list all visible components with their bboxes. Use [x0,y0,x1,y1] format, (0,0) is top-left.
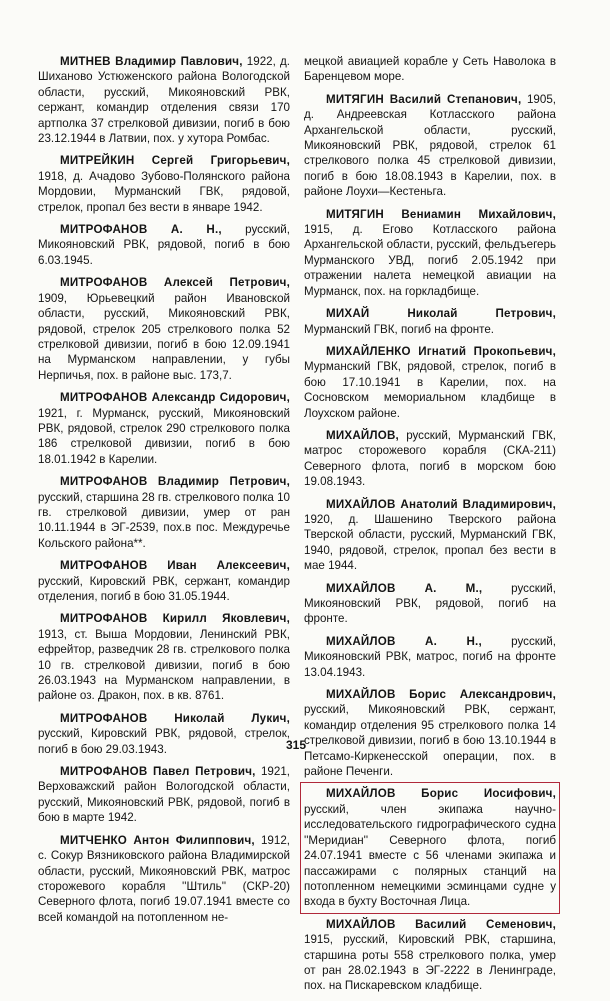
entry: МИТРОФАНОВ Александр Сидорович, 1921, г. Мурманск, русский, Микояновский РВК, рядовой, стрелок 290 стрелкового полка 186 стрелковой дивизии, погиб в бою 18.01.1942 в Карелии. [38,391,290,466]
right-column [304,54,556,1001]
entry: МИТРОФАНОВ Алексей Петрович, 1909, Юрьевецкий район Ивановской области, русский, Микояновский РВК, рядовой, стрелок 205 стрелкового полка 52 стрелковой дивизии, погиб в бою 12.09.1941 на Мурманском направлении, у губы Нерпичья, пох. в районе выс. 173,7. [38,276,290,382]
entry: МИХАЙЛОВ Борис Александрович, русский, Микояновский РВК, сержант, командир отделения 95 стрелкового полка 14 стрелковой дивизии, погиб в бою 13.10.1944 в Петсамо-Киркенесской операции, пох. в районе Печенги. [304,688,556,779]
entry: МИТРОФАНОВ Николай Лукич, русский, Кировский РВК, рядовой, стрелок, погиб в бою 29.03.1943. [38,711,290,756]
entry: МИТРОФАНОВ А. Н., русский, Микояновский РВК, рядовой, погиб в бою 6.03.1945. [38,223,290,267]
entry: МИХАЙЛОВ Анатолий Владимирович, 1920, д. Шашенино Тверского района Тверской области, русский, Мурманский ГВК, 1940, рядовой, стрелок, пропал без вести в мае 1944. [304,497,556,573]
entry: МИТНЕВ Владимир Павлович, 1922, д. Шиханово Устюженского района Вологодской области, русский, Микояновский РВК, сержант, командир отделения связи 170 артполка 37 стрелковой дивизии, погиб в бою 23.12.1944 в Латвии, пох. у хутора Ромбас. [38,55,290,146]
left-column [38,54,290,932]
highlighted-entry: МИХАЙЛОВ Борис Иосифович, русский, член экипажа научно-исследовательского гидрографического судна ''Меридиан'' Северного флота, погиб 24.07.1941 вместе с 56 членами экипажа и пассажирами с полярных станций на потопленном немецкими эсминцами судне у входа в бухту Восточная Лица. [304,787,556,909]
entry-continuation: мецкой авиацией корабле у Сеть Наволока в Баренцевом море. [304,55,556,84]
entry: МИТРОФАНОВ Владимир Петрович, русский, старшина 28 гв. стрелкового полка 10 гв. стрелковой дивизии, умер от ран 10.11.1944 в ЭГ-2539, пох.в пос. Междуречье Кольского района**. [38,475,290,550]
entry: МИТЧЕНКО Антон Филиппович, 1912, с. Сокур Вязниковского района Владимирской области, русский, Микояновский РВК, матрос сторожевого корабля ''Штиль'' (СКР-20) Северного флота, погиб 19.07.1941 вместе со всей командой на потопленном не- [38,833,290,924]
entry: МИХАЙЛОВ А. Н., русский, Микояновский РВК, матрос, погиб на фронте 13.04.1943. [304,634,556,679]
entry: МИТРОФАНОВ Иван Алексеевич, русский, Кировский РВК, сержант, командир отделения, погиб в бою 31.05.1944. [38,559,290,603]
entry: МИХАЙЛОВ, русский, Мурманский ГВК, матрос сторожевого корабля (СКА-211) Северного флота, погиб в морском бою 19.08.1943. [304,428,556,489]
page-number: 315 [286,738,307,752]
entry: МИХАЙЛОВ А. М., русский, Микояновский РВК, рядовой, погиб на фронте. [304,581,557,626]
entry: МИХАЙЛОВ Василий Семенович, 1915, русский, Кировский РВК, старшина, старшина роты 558 стрелкового полка, умер от ран 28.02.1943 в ЭГ-2222 в Ленинграде, пох. на Пискаревском кладбище. [304,917,556,993]
entry: МИТРОФАНОВ Кирилл Яковлевич, 1913, ст. Выша Мордовии, Ленинский РВК, ефрейтор, разведчик 28 гв. стрелкового полка 10 гв. стрелковой дивизии, погиб в бою 26.03.1943 на Мурманском направлении, в районе оз. Дракон, пох. в кв. 8761. [38,612,290,703]
entry: МИТЯГИН Василий Степанович, 1905, д. Андреевская Котласского района Архангельской области, русский, Микояновский РВК, рядовой, стрелок 61 стрелкового полка 45 стрелковой дивизии, погиб в бою 18.08.1943 в Карелии, пох. в районе Лоухи—Кестеньга. [304,92,556,199]
entry: МИХАЙ Николай Петрович, Мурманский ГВК, погиб на фронте. [304,307,556,336]
entry: МИТРОФАНОВ Павел Петрович, 1921, Верховажский район Вологодской области, русский, Микояновский РВК, рядовой, погиб в бою в марте 1942. [38,765,290,825]
entry: МИТРЕЙКИН Сергей Григорьевич, 1918, д. Ачадово Зубово-Полянского района Мордовии, Мурманский ГВК, рядовой, стрелок, пропал без вести в январе 1942. [38,154,290,214]
entry: МИТЯГИН Вениамин Михайлович, 1915, д. Егово Котласского района Архангельской области, русский, фельдъегерь Мурманского УВД, погиб 2.05.1942 при отражении налета немецкой авиации на Мурманск, пох. на горкладбище. [304,207,556,298]
entry: МИХАЙЛЕНКО Игнатий Прокопьевич, Мурманский ГВК, рядовой, стрелок, погиб в бою 17.10.1941 в Карелии, пох. на Сосновском мемориальном кладбище в Лоухском районе. [304,344,556,420]
